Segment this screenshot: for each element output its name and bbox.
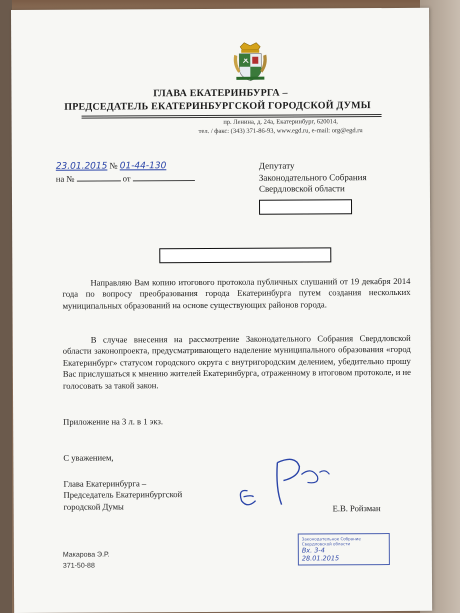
addressee-line3: Свердловской области [258, 183, 345, 194]
signatory-line3: городской Думы [63, 501, 124, 512]
executor-phone: 371-50-88 [62, 562, 95, 570]
signatory-name: Е.В. Ройзман [332, 503, 381, 514]
outgoing-date: 23.01.2015 [55, 161, 108, 172]
executor-footer [63, 549, 110, 571]
addressee-block [259, 160, 367, 195]
reference-number-blank [77, 172, 121, 181]
signatory-line1: Глава Екатеринбурга – [63, 478, 147, 489]
letterhead-title [11, 86, 429, 114]
stamp-incoming-number: Вх. 3-4 [301, 546, 325, 555]
stamp-printed-text: Законодательное Собрание Свердловской области [301, 536, 361, 547]
addressee-line2: Законодательного Собрания [258, 171, 367, 183]
reference-from: от [122, 173, 131, 184]
letter-sheet [11, 8, 432, 613]
handwritten-signature [225, 448, 345, 519]
redacted-salutation [159, 247, 331, 263]
letterhead-title-line1: ГЛАВА ЕКАТЕРИНБУРГА – [153, 87, 288, 100]
stamp-incoming-date: 28.01.2015 [301, 554, 340, 563]
body-paragraph-2: В случае внесения на рассмотрение Законодательного Собрания Свердловской области законопроекта, предусматривающего наделение муниципального образования «город Екатеринбург» статусом городского округа с внутригородским делением, убедительно прошу Вас прислушаться к мнению жителей Екатеринбурга, отраженному в итоговом протоколе, и не голосовать за такой закон. [62, 332, 411, 391]
number-label: № [109, 160, 118, 171]
letterhead-address [132, 117, 430, 137]
reference-date-blank [133, 172, 195, 181]
address-line2: тел. / факс: (343) 371-86-93, www.egd.ru, e-mail: org@egd.ru [198, 127, 363, 136]
attachment-note: Приложение на 3 л. в 1 экз. [63, 416, 163, 427]
background-left [0, 0, 12, 613]
reference-line [56, 172, 195, 184]
addressee-line1: Депутату [258, 160, 295, 171]
body-paragraph-1: Направляю Вам копию итогового протокола публичных слушаний от 19 декабря 2014 года по вопросу преобразования города Екатеринбурга путем создания нескольких муниципальных образований на основе существующих районов города. [62, 275, 411, 311]
closing-phrase: С уважением, [63, 452, 114, 463]
executor-name: Макарова Э.Р. [62, 551, 110, 559]
reference-prefix: на № [55, 173, 75, 184]
redacted-addressee-name [259, 199, 352, 214]
city-coat-of-arms-icon [230, 41, 270, 83]
outgoing-number: 01-44-130 [119, 161, 167, 172]
incoming-registration-stamp [298, 533, 390, 565]
address-line1: пр. Ленина, д. 24а, Екатеринбург, 620014, [223, 118, 338, 126]
signatory-line2: Председатель Екатеринбургской [63, 489, 183, 501]
signatory-title [63, 478, 182, 513]
letterhead-title-line2: ПРЕДСЕДАТЕЛЬ ЕКАТЕРИНБУРГСКОЙ ГОРОДСКОЙ ДУМЫ [64, 100, 371, 113]
